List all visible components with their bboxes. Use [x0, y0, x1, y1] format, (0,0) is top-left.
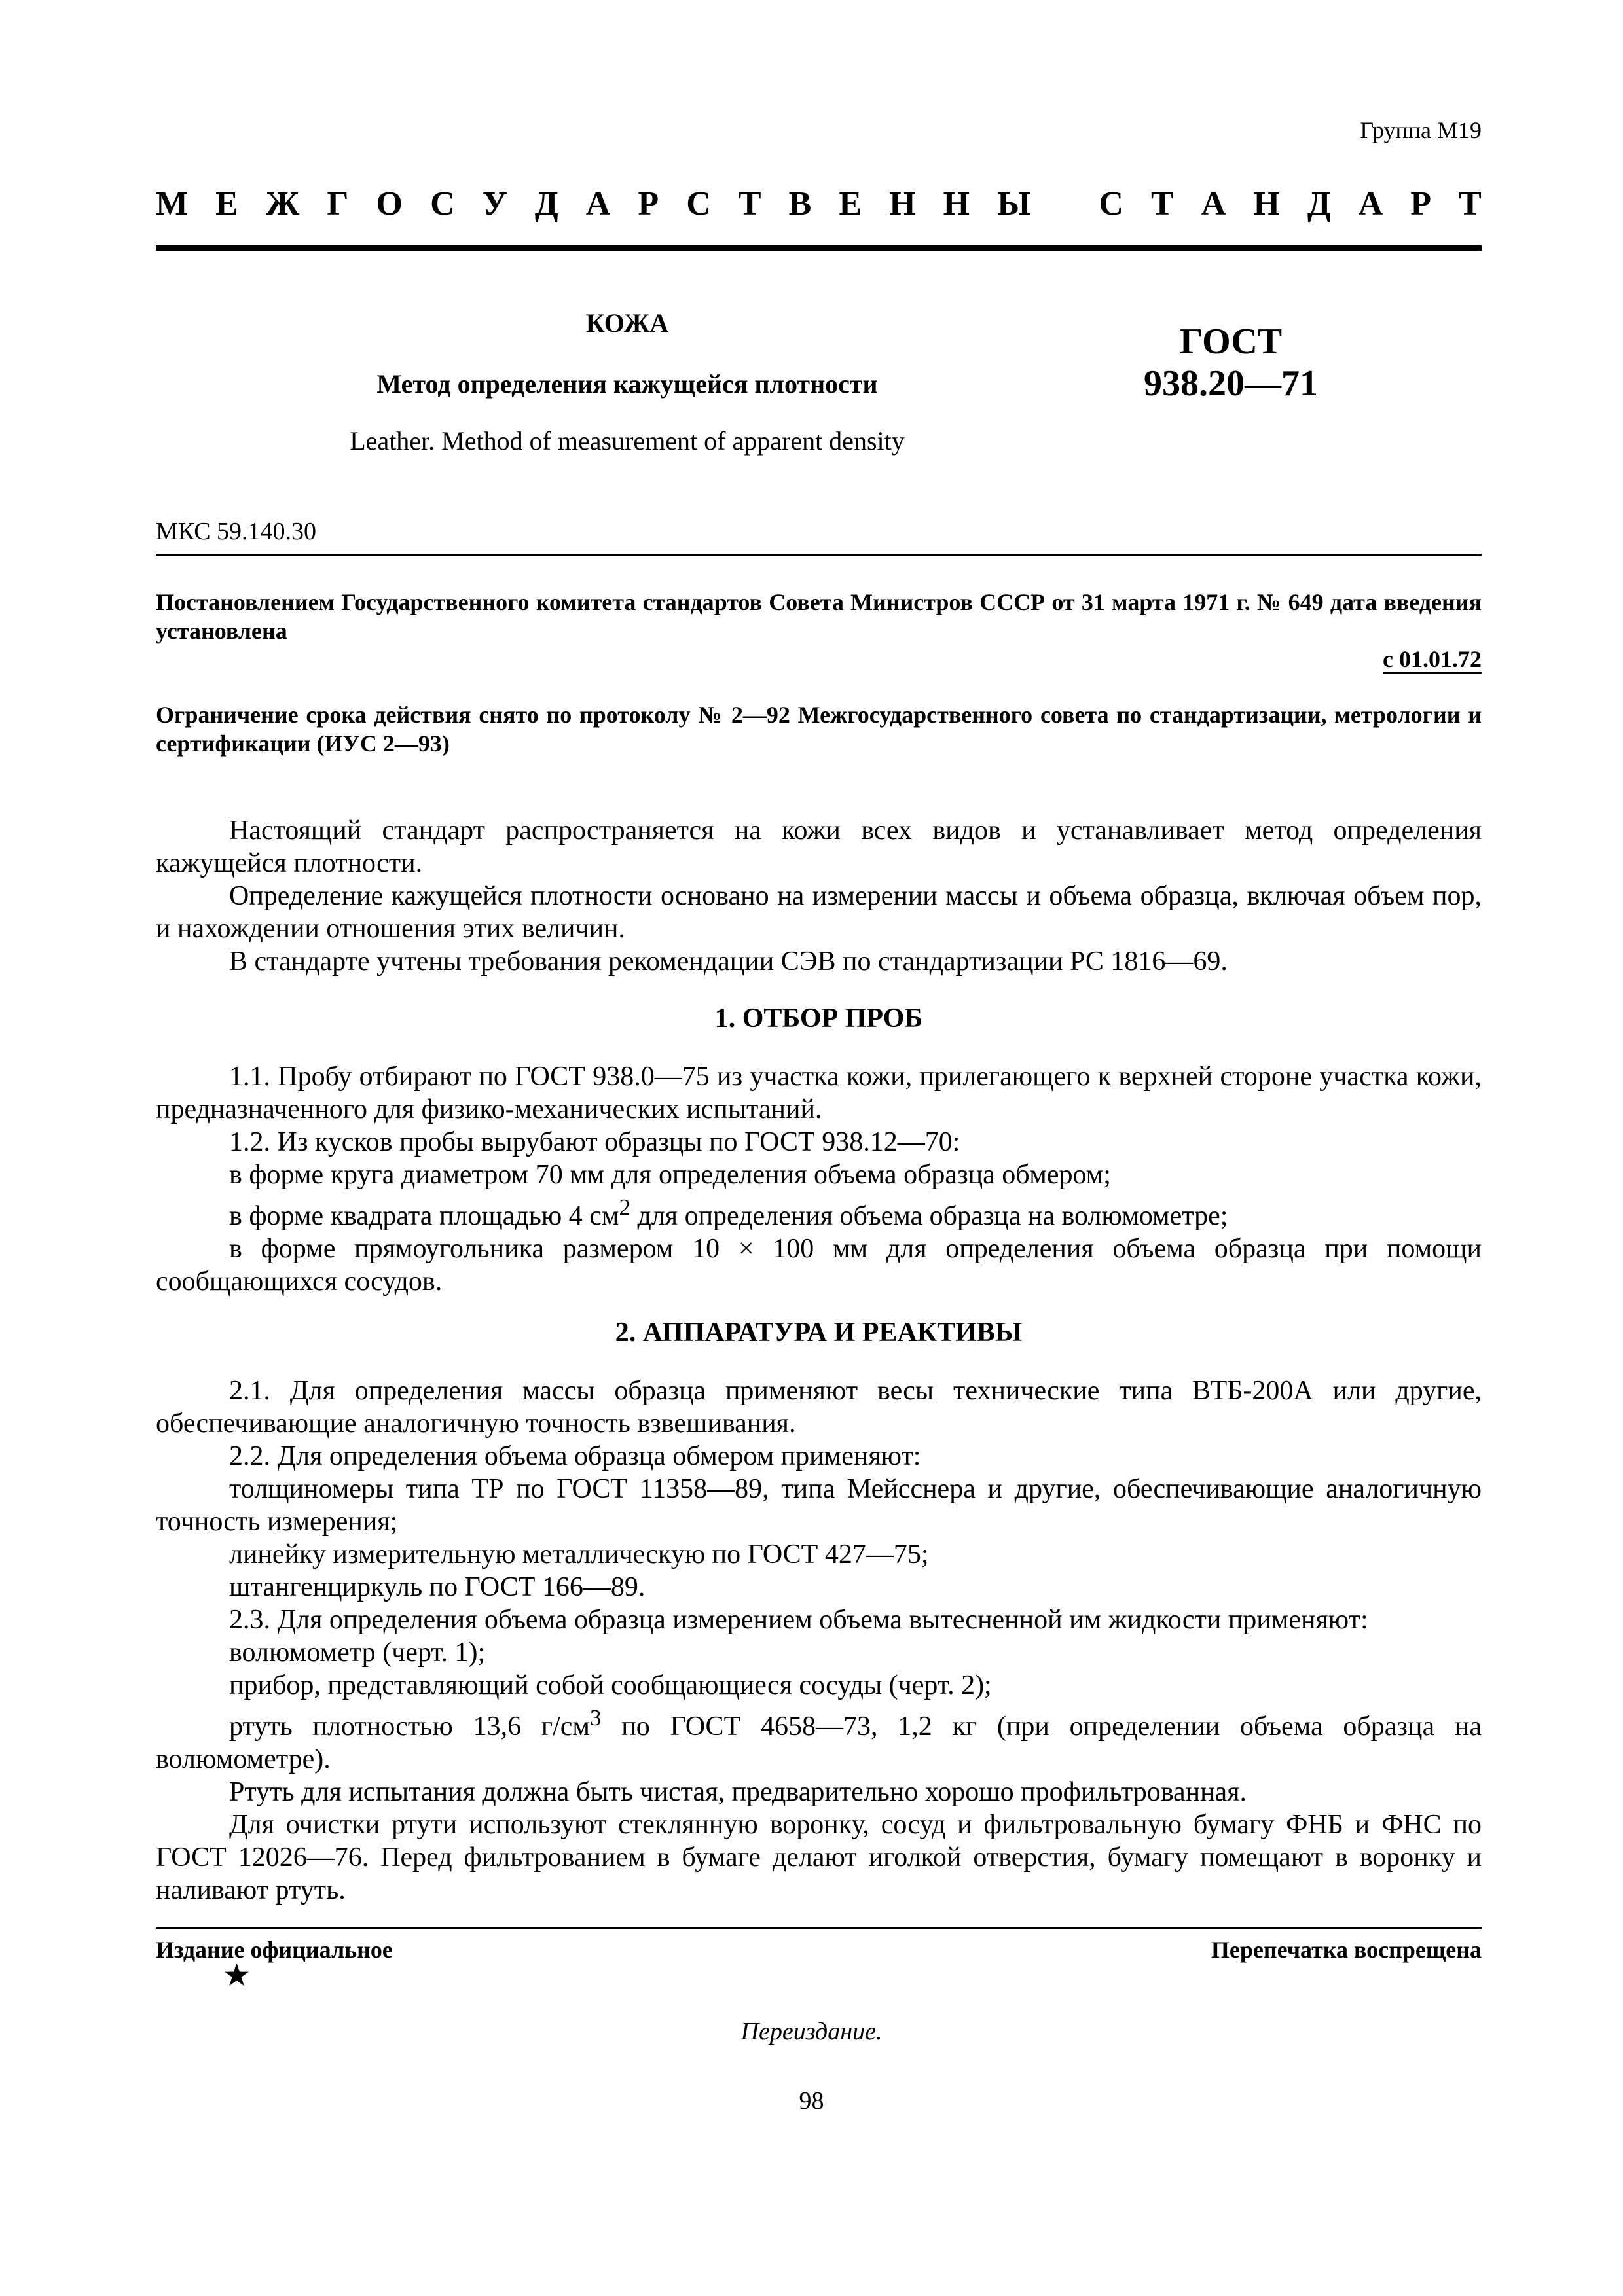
heading-letter: Г: [327, 185, 349, 223]
heading-letter: Т: [1459, 185, 1482, 223]
limitation-note: Ограничение срока действия снято по протоколу № 2—92 Межгосударственного совета по стандартизации, метрологии и сертификации (ИУС 2—93): [156, 702, 1482, 757]
mercury: [156, 1702, 1482, 1776]
heading-letter: У: [482, 185, 507, 223]
heading-letter: Д: [534, 185, 558, 223]
footer-rule: [156, 1927, 1482, 1929]
heading-letter: С: [430, 185, 455, 223]
heading-letter: О: [376, 185, 403, 223]
clause-2-3: 2.3. Для определения объема образца измерением объема вытесненной им жидкости применяют:: [229, 1605, 1368, 1635]
mks-code: МКС 59.140.30: [156, 518, 317, 545]
heading-letter: Е: [839, 185, 862, 223]
heading-letter: Н: [889, 185, 916, 223]
intro-paragraph: Настоящий стандарт распространяется на кожи всех видов и устанавливает метод определения кажущейся плотности.: [156, 816, 1482, 878]
document-title: Метод определения кажущейся плотности: [376, 369, 878, 399]
heading-letter: Д: [1307, 185, 1331, 223]
sample-square-text-end: для определения объема образца на волюмометре;: [630, 1201, 1228, 1231]
heading-letter: Т: [1150, 185, 1174, 223]
sample-rectangle: в форме прямоугольника размером 10 × 100 мм для определения объема образца при помощи сообщающихся сосудов.: [156, 1234, 1482, 1297]
page-number: 98: [799, 2087, 824, 2115]
heading-letter: А: [1201, 185, 1226, 223]
mercury-purity: Ртуть для испытания должна быть чистая, предварительно хорошо профильтрованная.: [229, 1777, 1247, 1807]
gost-designation: [1113, 321, 1349, 404]
caliper: штангенциркуль по ГОСТ 166—89.: [229, 1572, 646, 1602]
sample-square: [156, 1191, 1482, 1232]
sample-square-text: в форме квадрата площадью 4 см: [229, 1201, 619, 1231]
decree-text: Постановлением Государственного комитета стандартов Совета Министров СССР от 31 марта 1971 г. № 649 дата введения установлена: [156, 589, 1482, 644]
heading-letter: А: [585, 185, 611, 223]
title-block: [156, 308, 1099, 456]
mercury-filtering: Для очистки ртути используют стеклянную воронку, сосуд и фильтровальную бумагу ФНБ и ФНС по ГОСТ 12026—76. Перед фильтрованием в бумаге делают иголкой отверстия, бумагу помещают в воронку и наливают ртуть.: [156, 1810, 1482, 1905]
heading-letter-gap: [1058, 185, 1071, 223]
interstate-standard-heading: [156, 185, 1482, 223]
heading-letter: Р: [638, 185, 659, 223]
star-icon: ★: [223, 1957, 251, 1994]
heading-letter: Т: [738, 185, 761, 223]
heading-letter: М: [156, 185, 189, 223]
intro-section: [156, 814, 1482, 978]
heading-letter: В: [788, 185, 812, 223]
clause-1-1: 1.1. Пробу отбирают по ГОСТ 938.0—75 из участка кожи, прилегающего к верхней стороне участка кожи, предназначенного для физико-механических испытаний.: [156, 1062, 1482, 1124]
official-edition: Издание официальное: [156, 1937, 393, 1963]
communicating-vessels: прибор, представляющий собой сообщающиеся сосуды (черт. 2);: [229, 1670, 992, 1700]
heading-letter: Н: [943, 185, 970, 223]
sample-square-superscript: 2: [619, 1194, 630, 1220]
heading-letter: С: [1099, 185, 1123, 223]
section-2-heading: 2. АППАРАТУРА И РЕАКТИВЫ: [615, 1318, 1023, 1348]
intro-paragraph: В стандарте учтены требования рекомендации СЭВ по стандартизации РС 1816—69.: [229, 946, 1228, 977]
heading-letter: Н: [1253, 185, 1280, 223]
heading-letter: Р: [1410, 185, 1432, 223]
heading-letter: Е: [215, 185, 238, 223]
mks-rule: [156, 554, 1482, 556]
section-2-body: [156, 1374, 1482, 1907]
gost-number: 938.20—71: [1144, 363, 1318, 404]
heading-letter: Ы: [997, 185, 1031, 223]
sample-circle: в форме круга диаметром 70 мм для определения объема образца обмером;: [229, 1160, 1111, 1190]
thickness-gauges: толщиномеры типа ТР по ГОСТ 11358—89, типа Мейсснера и другие, обеспечивающие аналогичную точность измерения;: [156, 1474, 1482, 1537]
gost-label: ГОСТ: [1179, 321, 1283, 362]
intro-paragraph: Определение кажущейся плотности основано на измерении массы и объема образца, включая объем пор, и нахождении отношения этих величин.: [156, 881, 1482, 944]
reprint-prohibited: Перепечатка воспрещена: [1211, 1937, 1482, 1963]
mercury-superscript: 3: [589, 1705, 602, 1731]
mercury-text: ртуть плотностью 13,6 г/см: [229, 1712, 590, 1742]
effective-date: с 01.01.72: [1383, 646, 1482, 672]
clause-1-2: 1.2. Из кусков пробы вырубают образцы по ГОСТ 938.12—70:: [229, 1127, 960, 1157]
clause-2-1: 2.1. Для определения массы образца применяют весы технические типа ВТБ-200А или другие, обеспечивающие аналогичную точность взвешивания.: [156, 1376, 1482, 1439]
volumometer: волюмометр (черт. 1);: [229, 1638, 486, 1668]
heading-letter: А: [1358, 185, 1383, 223]
clause-2-2: 2.2. Для определения объема образца обмером применяют:: [229, 1441, 921, 1471]
heading-letter: Ж: [265, 185, 300, 223]
mercury-text-end: по ГОСТ 4658—73, 1,2 кг (при определении объема образца на волюмометре).: [156, 1712, 1482, 1774]
header-rule: [156, 245, 1482, 251]
ruler: линейку измерительную металлическую по ГОСТ 427—75;: [229, 1539, 929, 1570]
section-1-heading: 1. ОТБОР ПРОБ: [714, 1003, 923, 1033]
english-title: Leather. Method of measurement of apparent density: [350, 426, 905, 456]
heading-letter: С: [686, 185, 711, 223]
section-1-body: [156, 1060, 1482, 1298]
group-code: Группа М19: [1360, 117, 1482, 143]
document-subject: КОЖА: [585, 308, 669, 338]
reissue-note: Переиздание.: [740, 2018, 883, 2045]
